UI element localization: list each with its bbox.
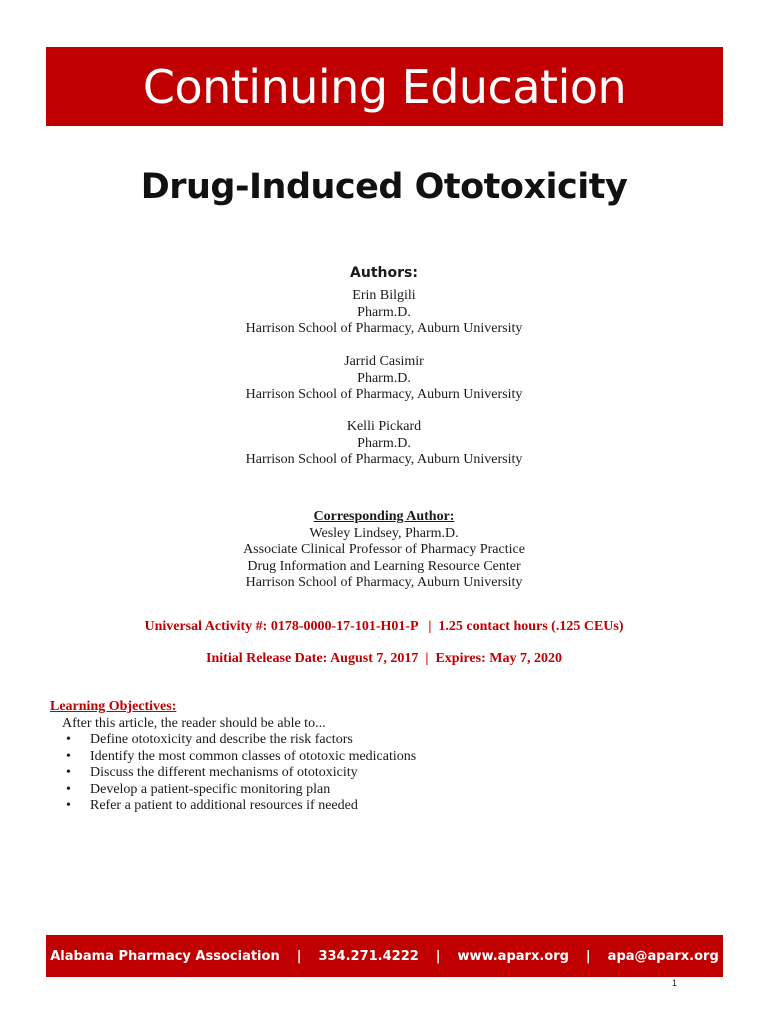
corresponding-author-department: Drug Information and Learning Resource Center <box>247 558 521 574</box>
banner-title: Continuing Education <box>142 59 627 114</box>
bullet-icon: • <box>66 765 71 780</box>
corresponding-author-affiliation: Harrison School of Pharmacy, Auburn University <box>245 575 523 590</box>
author-block-3 <box>0 419 768 469</box>
continuing-education-banner <box>46 47 723 126</box>
footer-separator: | <box>296 948 302 964</box>
author-name: Jarrid Casimir <box>344 354 424 369</box>
author-affiliation: Harrison School of Pharmacy, Auburn University <box>245 452 523 467</box>
author-degree: Pharm.D. <box>357 304 411 320</box>
footer-website-link[interactable]: www.aparx.org <box>457 948 569 964</box>
corresponding-author-block <box>0 509 768 592</box>
universal-activity-line: Universal Activity #: 0178-0000-17-101-H01-P | 1.25 contact hours (.125 CEUs) <box>144 619 624 634</box>
release-date-line: Initial Release Date: August 7, 2017 | Expires: May 7, 2020 <box>206 651 562 666</box>
author-name: Erin Bilgili <box>352 288 416 303</box>
author-degree: Pharm.D. <box>357 370 411 386</box>
corresponding-author-heading: Corresponding Author: <box>313 509 455 524</box>
article-title: Drug-Induced Ototoxicity <box>140 167 628 207</box>
list-item <box>50 765 710 782</box>
objective-text: Develop a patient-specific monitoring plan <box>90 781 331 797</box>
objective-text: Identify the most common classes of ototoxic medications <box>90 748 417 764</box>
footer-separator: | <box>585 948 591 964</box>
list-item <box>50 798 710 815</box>
objective-text: Discuss the different mechanisms of ototoxicity <box>90 765 358 780</box>
objective-text: Refer a patient to additional resources if needed <box>90 798 358 813</box>
author-block-1 <box>0 288 768 338</box>
bullet-icon: • <box>66 732 71 747</box>
footer-organization: Alabama Pharmacy Association <box>50 948 280 964</box>
bullet-icon: • <box>66 781 71 797</box>
learning-objectives-heading: Learning Objectives: <box>50 699 177 714</box>
list-item <box>50 749 710 766</box>
author-block-2 <box>0 354 768 404</box>
footer-email-link[interactable]: apa@aparx.org <box>607 948 719 964</box>
list-item <box>50 732 710 749</box>
learning-objectives <box>50 699 710 815</box>
footer-contact-bar <box>46 935 723 977</box>
author-name: Kelli Pickard <box>346 419 422 434</box>
corresponding-author-title: Associate Clinical Professor of Pharmacy Practice <box>243 542 525 557</box>
bullet-icon: • <box>66 798 71 813</box>
objective-text: Define ototoxicity and describe the risk factors <box>90 732 353 747</box>
corresponding-author-name: Wesley Lindsey, Pharm.D. <box>309 525 459 541</box>
list-item <box>50 782 710 799</box>
footer-phone: 334.271.4222 <box>318 948 419 964</box>
author-affiliation: Harrison School of Pharmacy, Auburn University <box>245 387 523 402</box>
footer-separator: | <box>435 948 441 964</box>
learning-objectives-intro: After this article, the reader should be able to... <box>62 715 326 731</box>
page-number: 1 <box>672 978 678 988</box>
author-degree: Pharm.D. <box>357 435 411 451</box>
authors-heading: Authors: <box>350 265 418 281</box>
bullet-icon: • <box>66 748 71 764</box>
learning-objectives-list <box>50 732 710 815</box>
author-affiliation: Harrison School of Pharmacy, Auburn University <box>245 321 523 336</box>
